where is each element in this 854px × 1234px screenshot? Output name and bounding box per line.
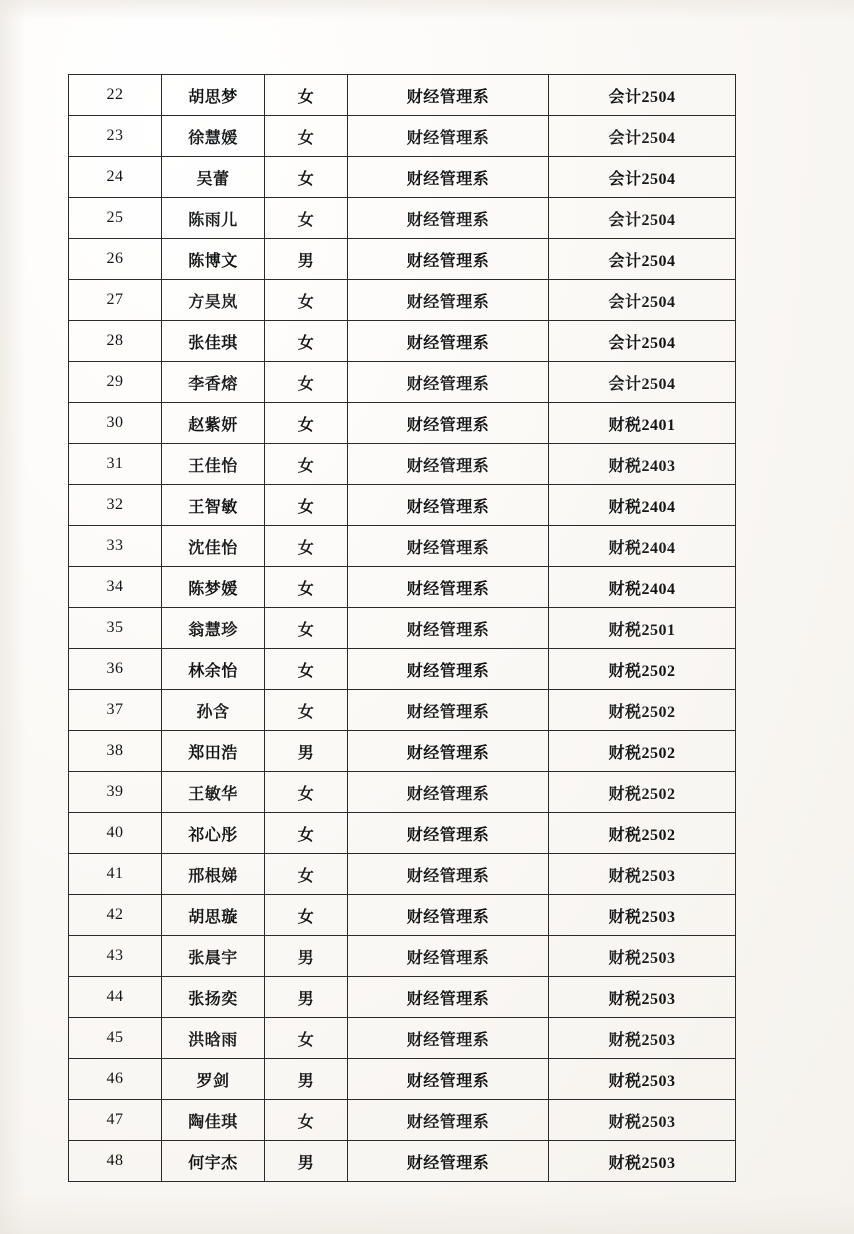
row-dept-cell: 财经管理系: [348, 608, 549, 649]
table-row: [69, 239, 736, 280]
row-dept-cell: 财经管理系: [348, 1100, 549, 1141]
row-index-cell: 36: [69, 649, 162, 690]
row-name-cell: 祁心彤: [162, 813, 265, 854]
row-name-cell: 洪晗雨: [162, 1018, 265, 1059]
table-row: [69, 1100, 736, 1141]
table-row: [69, 444, 736, 485]
row-dept-cell: 财经管理系: [348, 526, 549, 567]
table-row: [69, 321, 736, 362]
row-index-cell: 43: [69, 936, 162, 977]
roster-table-body: [69, 75, 736, 1182]
row-gender-cell: 男: [265, 731, 348, 772]
row-name-cell: 胡思璇: [162, 895, 265, 936]
row-index-cell: 28: [69, 321, 162, 362]
row-name-cell: 王智敏: [162, 485, 265, 526]
row-gender-cell: 女: [265, 157, 348, 198]
row-name-cell: 何宇杰: [162, 1141, 265, 1182]
row-dept-cell: 财经管理系: [348, 198, 549, 239]
row-gender-cell: 女: [265, 280, 348, 321]
table-row: [69, 936, 736, 977]
row-name-cell: 翁慧珍: [162, 608, 265, 649]
row-name-cell: 陶佳琪: [162, 1100, 265, 1141]
table-row: [69, 772, 736, 813]
row-gender-cell: 女: [265, 772, 348, 813]
row-index-cell: 25: [69, 198, 162, 239]
row-class-cell: 财税2503: [549, 1100, 736, 1141]
row-dept-cell: 财经管理系: [348, 116, 549, 157]
row-dept-cell: 财经管理系: [348, 977, 549, 1018]
row-gender-cell: 女: [265, 198, 348, 239]
table-row: [69, 1018, 736, 1059]
row-gender-cell: 女: [265, 649, 348, 690]
row-dept-cell: 财经管理系: [348, 649, 549, 690]
table-row: [69, 895, 736, 936]
row-index-cell: 30: [69, 403, 162, 444]
row-index-cell: 41: [69, 854, 162, 895]
row-gender-cell: 女: [265, 1018, 348, 1059]
row-class-cell: 财税2502: [549, 813, 736, 854]
row-gender-cell: 女: [265, 526, 348, 567]
row-gender-cell: 男: [265, 1059, 348, 1100]
row-index-cell: 47: [69, 1100, 162, 1141]
row-name-cell: 王敏华: [162, 772, 265, 813]
row-dept-cell: 财经管理系: [348, 772, 549, 813]
row-class-cell: 财税2503: [549, 977, 736, 1018]
row-class-cell: 财税2502: [549, 731, 736, 772]
row-name-cell: 陈雨儿: [162, 198, 265, 239]
row-name-cell: 张晨宇: [162, 936, 265, 977]
row-dept-cell: 财经管理系: [348, 813, 549, 854]
row-dept-cell: 财经管理系: [348, 321, 549, 362]
row-name-cell: 吴蕾: [162, 157, 265, 198]
row-gender-cell: 女: [265, 485, 348, 526]
table-row: [69, 485, 736, 526]
scan-edge-shadow-top: [0, 0, 854, 20]
roster-table: [68, 74, 736, 1182]
row-dept-cell: 财经管理系: [348, 485, 549, 526]
row-dept-cell: 财经管理系: [348, 1018, 549, 1059]
row-class-cell: 财税2404: [549, 526, 736, 567]
row-dept-cell: 财经管理系: [348, 936, 549, 977]
row-name-cell: 孙含: [162, 690, 265, 731]
row-gender-cell: 女: [265, 444, 348, 485]
row-name-cell: 陈梦媛: [162, 567, 265, 608]
row-index-cell: 26: [69, 239, 162, 280]
row-class-cell: 财税2502: [549, 772, 736, 813]
row-class-cell: 财税2401: [549, 403, 736, 444]
table-row: [69, 1059, 736, 1100]
row-index-cell: 24: [69, 157, 162, 198]
row-class-cell: 财税2501: [549, 608, 736, 649]
row-dept-cell: 财经管理系: [348, 895, 549, 936]
row-index-cell: 33: [69, 526, 162, 567]
row-index-cell: 45: [69, 1018, 162, 1059]
row-dept-cell: 财经管理系: [348, 1059, 549, 1100]
table-row: [69, 1141, 736, 1182]
row-name-cell: 沈佳怡: [162, 526, 265, 567]
row-gender-cell: 女: [265, 690, 348, 731]
row-gender-cell: 女: [265, 403, 348, 444]
row-index-cell: 23: [69, 116, 162, 157]
scan-edge-shadow-left: [0, 0, 26, 1234]
row-dept-cell: 财经管理系: [348, 690, 549, 731]
row-gender-cell: 女: [265, 75, 348, 116]
row-gender-cell: 男: [265, 239, 348, 280]
row-name-cell: 张佳琪: [162, 321, 265, 362]
table-row: [69, 977, 736, 1018]
table-row: [69, 854, 736, 895]
row-index-cell: 31: [69, 444, 162, 485]
row-class-cell: 财税2403: [549, 444, 736, 485]
row-class-cell: 财税2404: [549, 567, 736, 608]
row-dept-cell: 财经管理系: [348, 239, 549, 280]
row-class-cell: 财税2404: [549, 485, 736, 526]
row-dept-cell: 财经管理系: [348, 403, 549, 444]
row-dept-cell: 财经管理系: [348, 280, 549, 321]
row-gender-cell: 女: [265, 608, 348, 649]
row-index-cell: 29: [69, 362, 162, 403]
row-gender-cell: 女: [265, 321, 348, 362]
table-row: [69, 403, 736, 444]
row-index-cell: 46: [69, 1059, 162, 1100]
row-index-cell: 27: [69, 280, 162, 321]
row-class-cell: 会计2504: [549, 321, 736, 362]
row-class-cell: 财税2502: [549, 690, 736, 731]
row-dept-cell: 财经管理系: [348, 731, 549, 772]
row-name-cell: 李香熔: [162, 362, 265, 403]
row-gender-cell: 女: [265, 895, 348, 936]
row-name-cell: 王佳怡: [162, 444, 265, 485]
row-dept-cell: 财经管理系: [348, 1141, 549, 1182]
row-name-cell: 邢根娣: [162, 854, 265, 895]
table-row: [69, 157, 736, 198]
table-row: [69, 362, 736, 403]
row-gender-cell: 女: [265, 854, 348, 895]
row-gender-cell: 女: [265, 567, 348, 608]
row-gender-cell: 女: [265, 362, 348, 403]
row-class-cell: 财税2503: [549, 854, 736, 895]
row-dept-cell: 财经管理系: [348, 444, 549, 485]
row-class-cell: 会计2504: [549, 362, 736, 403]
row-gender-cell: 男: [265, 936, 348, 977]
row-gender-cell: 女: [265, 1100, 348, 1141]
row-gender-cell: 男: [265, 977, 348, 1018]
row-index-cell: 44: [69, 977, 162, 1018]
row-class-cell: 会计2504: [549, 157, 736, 198]
table-row: [69, 567, 736, 608]
table-row: [69, 649, 736, 690]
row-name-cell: 胡思梦: [162, 75, 265, 116]
row-index-cell: 42: [69, 895, 162, 936]
row-class-cell: 会计2504: [549, 198, 736, 239]
row-index-cell: 37: [69, 690, 162, 731]
row-class-cell: 财税2503: [549, 936, 736, 977]
row-class-cell: 财税2503: [549, 1141, 736, 1182]
row-dept-cell: 财经管理系: [348, 75, 549, 116]
row-class-cell: 财税2503: [549, 1059, 736, 1100]
row-index-cell: 39: [69, 772, 162, 813]
table-row: [69, 116, 736, 157]
table-row: [69, 731, 736, 772]
row-gender-cell: 男: [265, 1141, 348, 1182]
row-class-cell: 会计2504: [549, 116, 736, 157]
table-row: [69, 198, 736, 239]
row-dept-cell: 财经管理系: [348, 854, 549, 895]
row-dept-cell: 财经管理系: [348, 157, 549, 198]
row-name-cell: 林余怡: [162, 649, 265, 690]
row-name-cell: 郑田浩: [162, 731, 265, 772]
row-name-cell: 徐慧媛: [162, 116, 265, 157]
row-class-cell: 财税2503: [549, 895, 736, 936]
scan-edge-shadow-bottom: [0, 1194, 854, 1234]
row-index-cell: 40: [69, 813, 162, 854]
row-dept-cell: 财经管理系: [348, 362, 549, 403]
table-row: [69, 280, 736, 321]
row-class-cell: 会计2504: [549, 75, 736, 116]
row-name-cell: 罗剑: [162, 1059, 265, 1100]
table-row: [69, 75, 736, 116]
row-class-cell: 会计2504: [549, 239, 736, 280]
row-gender-cell: 女: [265, 116, 348, 157]
roster-table-container: [68, 74, 710, 1182]
row-index-cell: 32: [69, 485, 162, 526]
row-dept-cell: 财经管理系: [348, 567, 549, 608]
row-index-cell: 38: [69, 731, 162, 772]
row-class-cell: 财税2503: [549, 1018, 736, 1059]
row-index-cell: 48: [69, 1141, 162, 1182]
row-index-cell: 22: [69, 75, 162, 116]
row-name-cell: 方昊岚: [162, 280, 265, 321]
row-class-cell: 财税2502: [549, 649, 736, 690]
row-name-cell: 张扬奕: [162, 977, 265, 1018]
row-index-cell: 35: [69, 608, 162, 649]
row-index-cell: 34: [69, 567, 162, 608]
row-name-cell: 陈博文: [162, 239, 265, 280]
row-gender-cell: 女: [265, 813, 348, 854]
table-row: [69, 526, 736, 567]
table-row: [69, 690, 736, 731]
row-class-cell: 会计2504: [549, 280, 736, 321]
row-name-cell: 赵紫妍: [162, 403, 265, 444]
table-row: [69, 813, 736, 854]
table-row: [69, 608, 736, 649]
